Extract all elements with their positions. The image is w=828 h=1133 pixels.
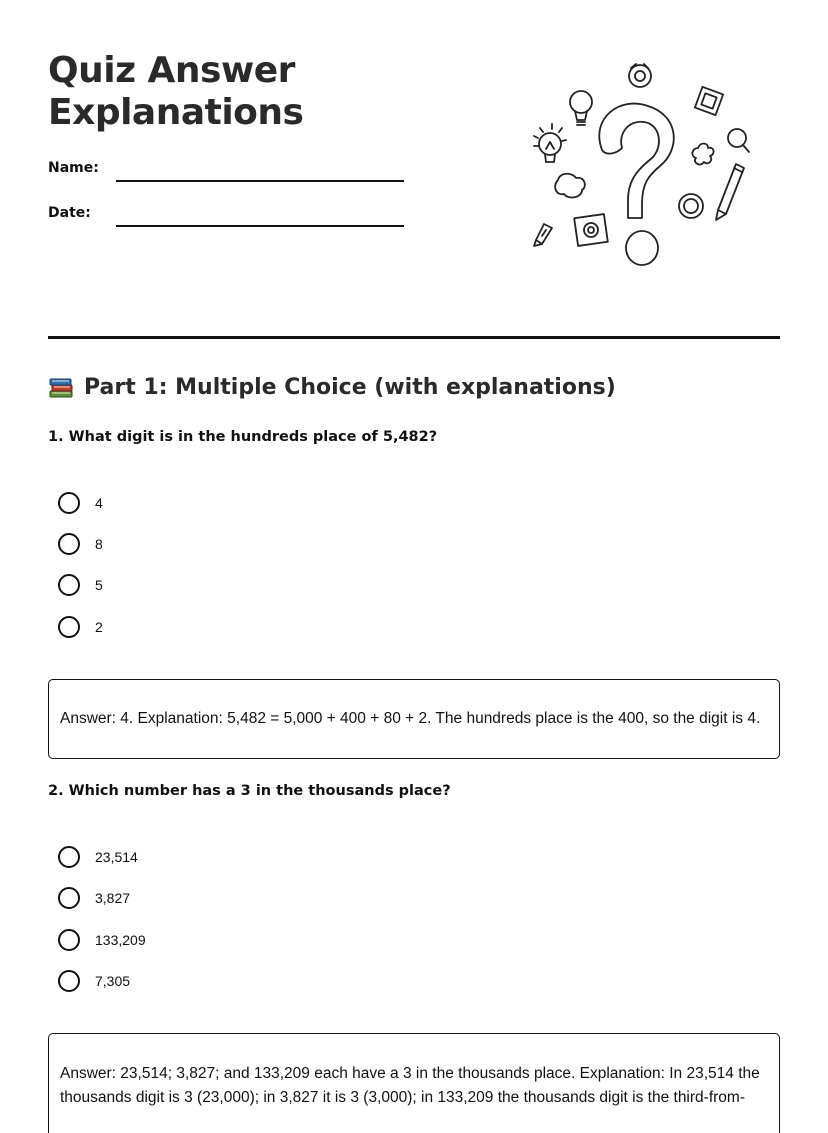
option-label: 4 (95, 495, 103, 511)
radio-button[interactable] (58, 574, 80, 596)
radio-button[interactable] (58, 616, 80, 638)
option-label: 5 (95, 577, 103, 593)
question-mark-icon (599, 104, 673, 265)
puzzle-piece-icon (692, 144, 713, 165)
idea-lightbulb-icon (534, 124, 566, 162)
framed-picture-icon (574, 214, 608, 246)
date-field[interactable] (116, 225, 404, 227)
date-label: Date: (48, 205, 91, 221)
question-2-option-c[interactable] (58, 928, 146, 952)
question-1-option-b[interactable] (58, 532, 103, 556)
name-label: Name: (48, 160, 99, 176)
question-2-text: 2. Which number has a 3 in the thousands place? (48, 783, 451, 799)
pencil-icon (716, 164, 744, 220)
radio-button[interactable] (58, 929, 80, 951)
section-title: Part 1: Multiple Choice (with explanations) (84, 374, 616, 400)
question-1-answer-text: Answer: 4. Explanation: 5,482 = 5,000 + 400 + 80 + 2. The hundreds place is the 400, so the digit is 4. (60, 710, 761, 727)
question-1-text: 1. What digit is in the hundreds place of 5,482? (48, 429, 438, 445)
option-label: 7,305 (95, 973, 131, 989)
square-sticker-icon (695, 87, 723, 115)
question-1-answer-box (48, 679, 780, 759)
question-1-option-a[interactable] (58, 491, 103, 515)
question-2-option-d[interactable] (58, 969, 130, 993)
question-2-answer-line-2: thousands digit is 3 (23,000); in 3,827 it is 3 (3,000); in 133,209 the thousands digit is the third-from- (60, 1089, 745, 1106)
option-label: 133,209 (95, 932, 146, 948)
question-1-option-d[interactable] (58, 615, 103, 639)
question-2-option-b[interactable] (58, 886, 130, 910)
radio-button[interactable] (58, 492, 80, 514)
section-heading (48, 374, 616, 400)
option-label: 3,827 (95, 890, 131, 906)
question-2-answer-line-1: Answer: 23,514; 3,827; and 133,209 each have a 3 in the thousands place. Explanation: In 23,514 the (60, 1065, 760, 1082)
radio-button[interactable] (58, 887, 80, 909)
ring-icon (629, 64, 651, 87)
option-label: 2 (95, 619, 103, 635)
option-label: 23,514 (95, 849, 138, 865)
radio-button[interactable] (58, 533, 80, 555)
question-2-answer-box (48, 1033, 780, 1133)
cloud-icon (555, 174, 585, 198)
question-mark-doodle-illustration (520, 58, 760, 270)
page-title (48, 50, 303, 134)
lightbulb-icon (570, 91, 592, 125)
name-field[interactable] (116, 180, 404, 182)
title-line-2: Explanations (48, 92, 304, 133)
coin-icon (679, 194, 703, 218)
question-2-option-a[interactable] (58, 845, 138, 869)
radio-button[interactable] (58, 846, 80, 868)
question-1-option-c[interactable] (58, 573, 103, 597)
title-line-1: Quiz Answer (48, 50, 295, 91)
section-divider (48, 336, 780, 339)
books-icon (48, 374, 74, 400)
option-label: 8 (95, 536, 103, 552)
radio-button[interactable] (58, 970, 80, 992)
magnifier-icon (728, 129, 749, 152)
crayon-icon (534, 224, 552, 246)
